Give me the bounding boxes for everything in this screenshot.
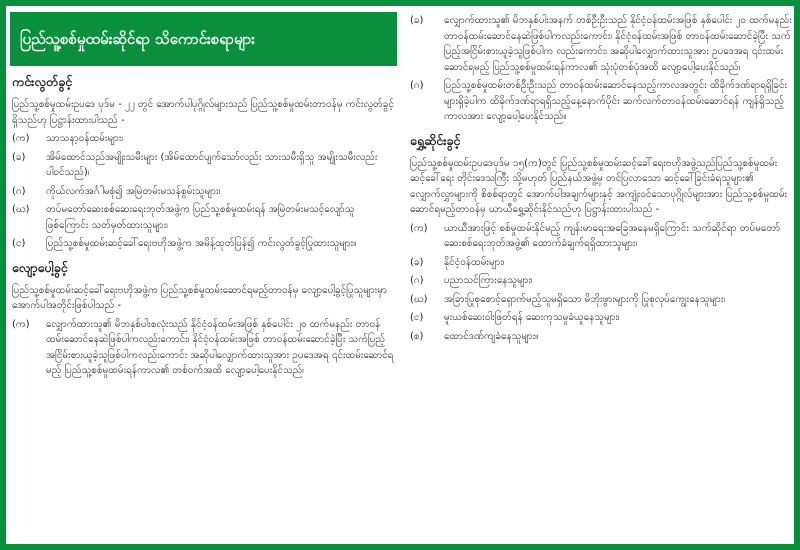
item-text: ကိုယ်လက်အင်္ဂါမစုံ၍ အမြဲတမ်းမသန်စွမ်းသူများ၊ [46, 185, 221, 197]
right-column [408, 10, 796, 346]
item-text: အိမ်ထောင်သည်အမျိုးသမီးများ (အိမ်ထောင်ပျက်သော်လည်း သားသမီးရှိသူ အမျိုးသမီးလည်း ပါဝင်သည်)၊ [46, 151, 378, 178]
item-marker: (က) [410, 222, 428, 234]
deferment-item [410, 13, 796, 75]
postponement-item [410, 329, 796, 345]
postponement-heading: ရွှေ့ဆိုင်းခွင့် [410, 132, 461, 148]
postponement-item [410, 255, 796, 271]
postponement-section [408, 133, 796, 345]
item-marker: (င) [410, 312, 424, 323]
postponement-item [410, 221, 796, 252]
deferment-intro: ပြည်သူ့စစ်မှုထမ်းဆင့်ခေါ်ရေးဗဟိုအဖွဲ့က ပြည်သူ့စစ်မှုထမ်းဆောင်ရမည့်တာဝန်မှ လျော့ပေါ့ခွင့်ပြုသူများမှာ အောက်ပါအတိုင်းဖြစ်ပါသည် - [12, 284, 388, 311]
postponement-item [410, 310, 796, 326]
item-marker: (ခ) [410, 256, 424, 268]
item-text: တပ်မတော်ဆေးစစ်ဆေးရေးဘုတ်အဖွဲ့က ပြည်သူ့စစ်မှုထမ်းရန် အမြဲတမ်းမသင့်လျော်သူ ဖြစ်ကြောင်း သတ်မှတ်ထားသူများ၊ [46, 204, 355, 231]
item-marker: (င) [12, 238, 26, 249]
item-marker: (က) [12, 318, 30, 330]
item-marker: (ဃ) [410, 293, 428, 305]
item-text: အခြားပြုစုစောင့်ရှောက်မည့်သူမရှိသော မိဘိုးဖွားများကို ပြုစုလုပ်ကျွေးနေသူများ၊ [444, 293, 725, 305]
postponement-item [410, 273, 796, 289]
item-marker: (ဂ) [12, 185, 26, 197]
item-marker: (ဂ) [410, 275, 424, 286]
item-text: လျှောက်ထားသူ၏ မိဘနှစ်ပါးစလုံးသည် နိုင်ငံ့ဝန်ထမ်းအဖြစ် နှစ်ပေါင်း ၂၀ ထက်မနည်း တာဝန်ထမ်းဆောင်နေဆဲဖြစ်ပါကလည်းကောင်း၊ နိုင်ငံ့ဝန်ထမ်းအဖြစ် တာဝန်ထမ်းဆောင်ခဲ့ပြီး သက်ပြည့်အငြိမ်းစားယူခဲ့သူဖြစ်ပါကလည်းကောင်း အဆိုပါလျှောက်ထားသူအား ဥပဒေအရ ၎င်းထမ်းဆောင်ရမည့် ပြည်သူ့စစ်မှုထမ်းရန်ကာလ၏ တစ်ဝက်အထိ လျော့ပေါ့ပေးနိုင်သည်၊ [46, 318, 394, 376]
deferment-item [12, 317, 397, 379]
deferment-section [10, 260, 397, 379]
item-text: ထောင်ဒဏ်ကျခံနေသူများ။ [444, 330, 539, 342]
item-marker: (က) [12, 133, 30, 144]
item-marker: (ဂ) [410, 80, 424, 91]
item-text: သာသနာ့ဝန်ထမ်းများ၊ [46, 133, 123, 144]
item-text: ပြည်သူ့စစ်မှုထမ်းဆင့်ခေါ်ရေးဗဟိုအဖွဲ့က အမိန့်ထုတ်ပြန်၍ ကင်းလွတ်ခွင့်ပြုထားသူများ။ [46, 238, 357, 249]
deferment-heading: လျော့ပေါ့ခွင့် [12, 259, 68, 275]
item-text: ပညာသင်ကြားနေသူများ၊ [444, 275, 533, 286]
left-column [10, 10, 397, 381]
item-marker: (ခ) [12, 151, 26, 163]
item-marker: (ဃ) [12, 204, 30, 215]
exemption-item [12, 184, 397, 200]
item-text: ယာယီအားဖြင့် စစ်မှုထမ်းနိုင်မည့် ကျန်းမာရေးအခြေအနေမရှိကြောင်း သက်ဆိုင်ရာ တပ်မတော်ဆေးစစ်ရေးဘုတ်အဖွဲ့၏ ထောက်ခံချက်ရရှိထားသူများ၊ [444, 222, 781, 249]
exemption-item [12, 150, 397, 181]
item-text: မူးယစ်ဆေးဝါးဖြတ်ရန် ဆေးကုသမှုခံယူနေသူများ၊ [444, 312, 620, 323]
deferment-item [410, 78, 796, 125]
item-text: လျှောက်ထားသူ၏ မိဘနှစ်ပါးအနက် တစ်ဦးဦးသည် နိုင်ငံ့ဝန်ထမ်းအဖြစ် နှစ်ပေါင်း ၂၀ ထက်မနည်း တာဝန်ထမ်းဆောင်နေဆဲဖြစ်ပါကလည်းကောင်း၊ နိုင်ငံ့ဝန်ထမ်းအဖြစ် တာဝန်ထမ်းဆောင်ခဲ့ပြီး သက်ပြည့်အငြိမ်းစားယူခဲ့သူဖြစ်ပါက လည်းကောင်း၊ အဆိုပါလျှောက်ထားသူအား ဥပဒေအရ ၎င်းထမ်းဆောင်ရမည့် ပြည်သူ့စစ်မှုထမ်းရန်ကာလ၏ သုံးပုံတစ်ပုံအထိ လျော့ပေါ့ပေးနိုင်သည်၊ [444, 15, 792, 73]
page-title: ပြည်သူ့စစ်မှုထမ်းဆိုင်ရာ သိကောင်းစရာများ [10, 12, 397, 66]
item-marker: (စ) [410, 330, 424, 342]
item-text: နိုင်ငံ့ဝန်ထမ်းများ၊ [444, 256, 505, 268]
postponement-intro: ပြည်သူ့စစ်မှုထမ်းဥပဒေပုဒ်မ ၁၅(က)တွင် ပြည်သူ့စစ်မှုထမ်းဆင့်ခေါ်ရေးဗဟိုအဖွဲ့သည်ပြည်သူ့စစ်မှုထမ်းဆင့်ခေါ်ရေး တိုင်းဒေသကြီး သို့မဟုတ် ပြည်နယ်အဖွဲ့မှ တင်ပြလာသော ဆင့်ခေါ်ခြင်းခံရသူများ၏ လျှောက်လွှာများကို စိစစ်ရာတွင် အောက်ပါအချက်များနှင့် အကျုံးဝင်သောပုဂ္ဂိုလ်များအား ပြည်သူ့စစ်မှုထမ်းဆောင်ရမည့်တာဝန်မှ ယာယီရွှေ့ဆိုင်းနိုင်သည်ဟု ပြဋ္ဌာန်းထားပါသည် - [410, 157, 788, 215]
exemption-intro: ပြည်သူ့စစ်မှုထမ်းဥပဒေ ပုဒ်မ - ၂၂ တွင် အောက်ပါပုဂ္ဂိုလ်များသည် ပြည်သူ့စစ်မှုထမ်းတာဝန်မှ ကင်းလွတ်ခွင့်ရှိသည်ဟု ပြဋ္ဌာန်းထားပါသည် - [12, 99, 394, 126]
exemption-item [12, 131, 397, 147]
exemption-section [10, 74, 397, 252]
item-marker: (ခ) [410, 15, 424, 26]
item-text: ပြည်သူ့စစ်မှုထမ်းတစ်ဦးဦးသည် တာဝန်ထမ်းဆောင်နေသည့်ကာလအတွင်း ထိခိုက်ဒဏ်ရာရရှိခြင်းများရှိခဲ့ပါက ထိခိုက်ဒဏ်ရာရရှိသည့်နေ့နောက်ပိုင်း ဆက်လက်တာဝန်ထမ်းဆောင်ရန် ကျန်ရှိသည့်ကာလအား လျော့ပေါ့ပေးနိုင်သည်။ [444, 80, 788, 122]
exemption-heading: ကင်းလွတ်ခွင့် [12, 74, 73, 89]
postponement-item [410, 292, 796, 308]
exemption-item [12, 236, 397, 252]
exemption-item [12, 202, 397, 233]
